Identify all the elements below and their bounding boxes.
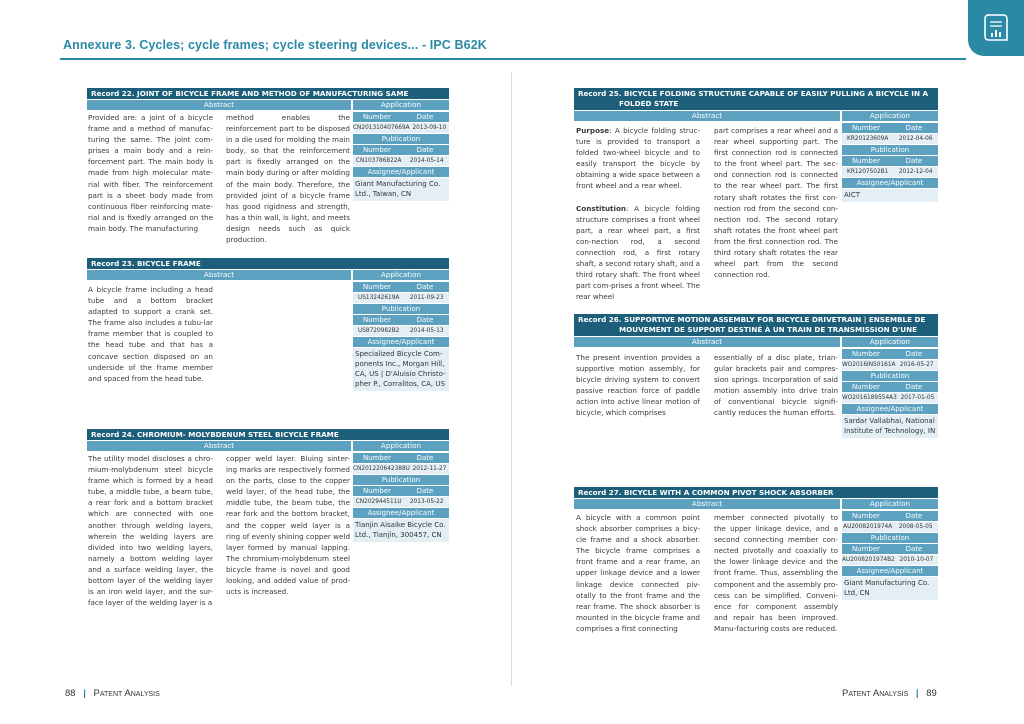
assignee-header: Assignee/Applicant [842, 403, 938, 414]
footer-right [842, 688, 937, 699]
number-date-header: Number Date [353, 281, 449, 292]
application-row: CN201310407669A 2013-09-10 [353, 122, 449, 133]
abstract-header: Abstract [87, 100, 351, 110]
abstract-header: Abstract [574, 499, 840, 509]
publication-header: Publication [842, 370, 938, 381]
footer-separator: | [83, 688, 86, 699]
assignee-header: Assignee/Applicant [842, 565, 938, 576]
assignee-header: Assignee/Applicant [842, 177, 938, 188]
application-box [842, 348, 938, 438]
application-header: Application [842, 499, 938, 509]
assignee-header: Assignee/Applicant [353, 507, 449, 518]
application-row: AU2008201974A 2008-05-05 [842, 521, 938, 532]
constitution-label: Constitution [576, 203, 627, 213]
application-header: Application [353, 100, 449, 110]
publication-header: Publication [353, 133, 449, 144]
number-date-header: Number Date [842, 510, 938, 521]
application-box [353, 452, 449, 542]
publication-row: KR1207502B1 2012-12-04 [842, 166, 938, 177]
application-row: CN201220642388U 2012-11-27 [353, 463, 449, 474]
publication-row: CN103786822A 2014-05-14 [353, 155, 449, 166]
publication-header: Publication [842, 532, 938, 543]
abstract-header: Abstract [574, 111, 840, 121]
header-rule [60, 58, 966, 60]
record-27 [574, 487, 938, 633]
assignee-header: Assignee/Applicant [353, 336, 449, 347]
application-header: Application [842, 337, 938, 347]
number-date-header: Number Date [842, 155, 938, 166]
publication-row: WO2016189554A3 2017-01-05 [842, 392, 938, 403]
abstract-header: Abstract [87, 441, 351, 451]
footer-left [65, 688, 160, 699]
number-date-header: Number Date [842, 543, 938, 554]
number-date-header: Number Date [353, 144, 449, 155]
abstract-header: Abstract [87, 270, 351, 280]
application-box [842, 122, 938, 202]
record-22 [87, 88, 449, 245]
application-row: US13242619A 2011-09-23 [353, 292, 449, 303]
number-date-header: Number Date [353, 111, 449, 122]
abstract-col-1: The present invention provides a supportive motion assembly, for bicycle driving system to convert passive reaction force of paddle action into active linear motion of bicycle, which comprises [576, 353, 700, 418]
abstract-col-2: method enables the reinforcement part to be disposed in a die used for molding the main body, so that the reinforcement part is fixedly arranged on the main body during or after molding of the main body. Therefore, the provided joint of a bicycle frame has good rigidness and strength, has a thin wall, is light, and meets design needs such as quick production. [226, 113, 350, 245]
number-date-header: Number Date [353, 485, 449, 496]
number-date-header: Number Date [842, 348, 938, 359]
application-header: Application [353, 270, 449, 280]
assignee-value: Giant Manufacturing Co. Ltd., Taiwan, CN [353, 177, 449, 201]
abstract-col-1: A bicycle with a common point shock absorber comprises a bicy-cle frame and a shock absorber. The bicycle frame comprises a front frame and a rear frame, an upper linkage device and a lower linkage device connected piv-otally to the front frame and the rear frame. The shock absorber is mounted in the bicycle frame and comprises a first connecting [576, 513, 700, 633]
page-gutter [511, 72, 512, 686]
page-number-left: 88 [65, 688, 76, 699]
record-title: Record 26. SUPPORTIVE MOTION ASSEMBLY FOR BICYCLE DRIVETRAIN | ENSEMBLE DE MOUVEMENT DE SUPPORT DESTINÉ À UN TRAIN DE TRANSMISSION D'UNE [574, 314, 938, 336]
application-box [353, 281, 449, 391]
abstract-col-2: essentially of a disc plate, trian-gular brackets pair and compres-sion springs. Incorporation of said motion assembly into drive train of conventional bicycle signifi-cantly reduces the human efforts. [714, 353, 838, 418]
record-title: Record 24. CHROMIUM- MOLYBDENUM STEEL BICYCLE FRAME [87, 429, 449, 440]
record-23 [87, 258, 449, 388]
footer-label-left: Patent Analysis [93, 688, 160, 699]
publication-row: AU2008201974B2 2010-10-07 [842, 554, 938, 565]
abstract-col-2: member connected pivotally to the upper linkage device, and a second connecting member con-nected pivotally and coaxially to the lower linkage device and the front frame. Thus, assembling the component and the assembly pro-cess can be simplified. Conveni-ence for component assembly and repair has been improved. Manu-facturing costs are reduced. [714, 513, 838, 633]
abstract-col-1 [576, 125, 700, 302]
page-number-right: 89 [926, 688, 937, 699]
application-header: Application [842, 111, 938, 121]
abstract-col-1: Provided are: a joint of a bicycle frame and a method of manufac-turing the same. The joint com-prises a main body and a rein-forcement part. The main body is made from high molecular mate-rial with fiber. The reinforcement part is a sheet body made from continuous fiber reinforcing mate-rial and is fixedly arranged on the main body. The manufacturing [88, 113, 213, 233]
application-box [842, 510, 938, 600]
abstract-col-2: part comprises a rear wheel and a rear wheel supporting part. The first connection rod is connected to the front wheel part. The sec-ond connection rod is connected to the rear wheel part. The first rotary shaft rotates the first con-nection rod from the second con-nection rod. The second rotary shaft rotates the front wheel part from the first connection rod. The third rotary shaft rotates the rear wheel part from the second connection rod. [714, 126, 838, 280]
application-box [353, 111, 449, 201]
application-header: Application [353, 441, 449, 451]
number-date-header: Number Date [842, 122, 938, 133]
record-24 [87, 429, 449, 608]
footer-separator: | [915, 688, 919, 699]
abstract-col-1: The utility model discloses a chro-mium-molybdenum steel bicycle frame which is formed by a head tube, a middle tube, a beam tube, a rear fork and a bottom bracket which are connected with one another through welding layers, wherein the welding layers are divided into two welding layers, namely a bottom welding layer and a surface welding layer, the bottom layer of the welding layer is an iron weld layer, and the sur-face layer of the welding layer is a [88, 454, 213, 608]
record-title: Record 22. JOINT OF BICYCLE FRAME AND METHOD OF MANUFACTURING SAME [87, 88, 449, 99]
number-date-header: Number Date [842, 381, 938, 392]
abstract-col-1: A bicycle frame including a head tube and a bottom bracket adapted to support a crank set. The frame also includes a tubu-lar frame member that is coupled to the head tube and that has a concave section disposed on an underside of the frame member and spaced from the head tube. [88, 285, 213, 383]
assignee-value: Sardar Vallabhai, National Institute of Technology, IN [842, 414, 938, 438]
publication-row: CN202944511U 2013-05-22 [353, 496, 449, 507]
assignee-header: Assignee/Applicant [353, 166, 449, 177]
record-title: Record 27. BICYCLE WITH A COMMON PIVOT SHOCK ABSORBER [574, 487, 938, 498]
record-title: Record 23. BICYCLE FRAME [87, 258, 449, 269]
record-26 [574, 314, 938, 435]
footer-label-right: Patent Analysis [842, 688, 909, 699]
constitution-text: : A bicycle folding structure comprises a front wheel part, a rear wheel part, a first con-nection rod, a second connection rod, a first rotary shaft, a second rotary shaft, and a third rotary shaft. The front wheel part com-prises a front wheel. The rear wheel [576, 203, 700, 302]
purpose-label: Purpose [576, 126, 610, 135]
publication-header: Publication [353, 303, 449, 314]
page-title: Annexure 3. Cycles; cycle frames; cycle steering devices... - IPC B62K [63, 38, 487, 52]
number-date-header: Number Date [353, 314, 449, 325]
record-title: Record 25. BICYCLE FOLDING STRUCTURE CAPABLE OF EASILY PULLING A BICYCLE IN A FOLDED STATE [574, 88, 938, 110]
document-chart-icon [981, 12, 1011, 44]
number-date-header: Number Date [353, 452, 449, 463]
publication-header: Publication [842, 144, 938, 155]
assignee-value: Tianjin Aisaike Bicycle Co. Ltd., Tianjin, 300457, CN [353, 518, 449, 542]
application-row: WO2016IN50161A 2016-05-27 [842, 359, 938, 370]
publication-header: Publication [353, 474, 449, 485]
abstract-col-2: copper weld layer. Bluing sinter-ing marks are respectively formed on the parts, close to the copper weld layer, of the head tube, the middle tube, the beam tube, the rear fork and the bottom bracket, and the copper weld layer is a ring of evenly shining copper weld layer formed by manual lapping. The chromium-molybdenum steel bicycle frame is novel and good looking, and added value of prod-ucts is increased. [226, 454, 351, 597]
assignee-value: Giant Manufacturing Co. Ltd, CN [842, 576, 938, 600]
record-25 [574, 88, 938, 302]
assignee-value: Specialized Bicycle Com-ponents Inc., Morgan Hill, CA, US | D'Aluisio Christo-pher P., Corralitos, CA, US [353, 347, 449, 391]
purpose-text: : A bicycle folding struc-ture is provided to transport a folded two-wheel bicycle and to easily transport the bicycle by obtaining a wide space between a front wheel and a rear wheel. [576, 126, 700, 191]
corner-tab [968, 0, 1024, 56]
abstract-header: Abstract [574, 337, 840, 347]
publication-row: US8720982B2 2014-05-13 [353, 325, 449, 336]
application-row: KR20123609A 2012-04-06 [842, 133, 938, 144]
assignee-value: AICT [842, 188, 938, 202]
